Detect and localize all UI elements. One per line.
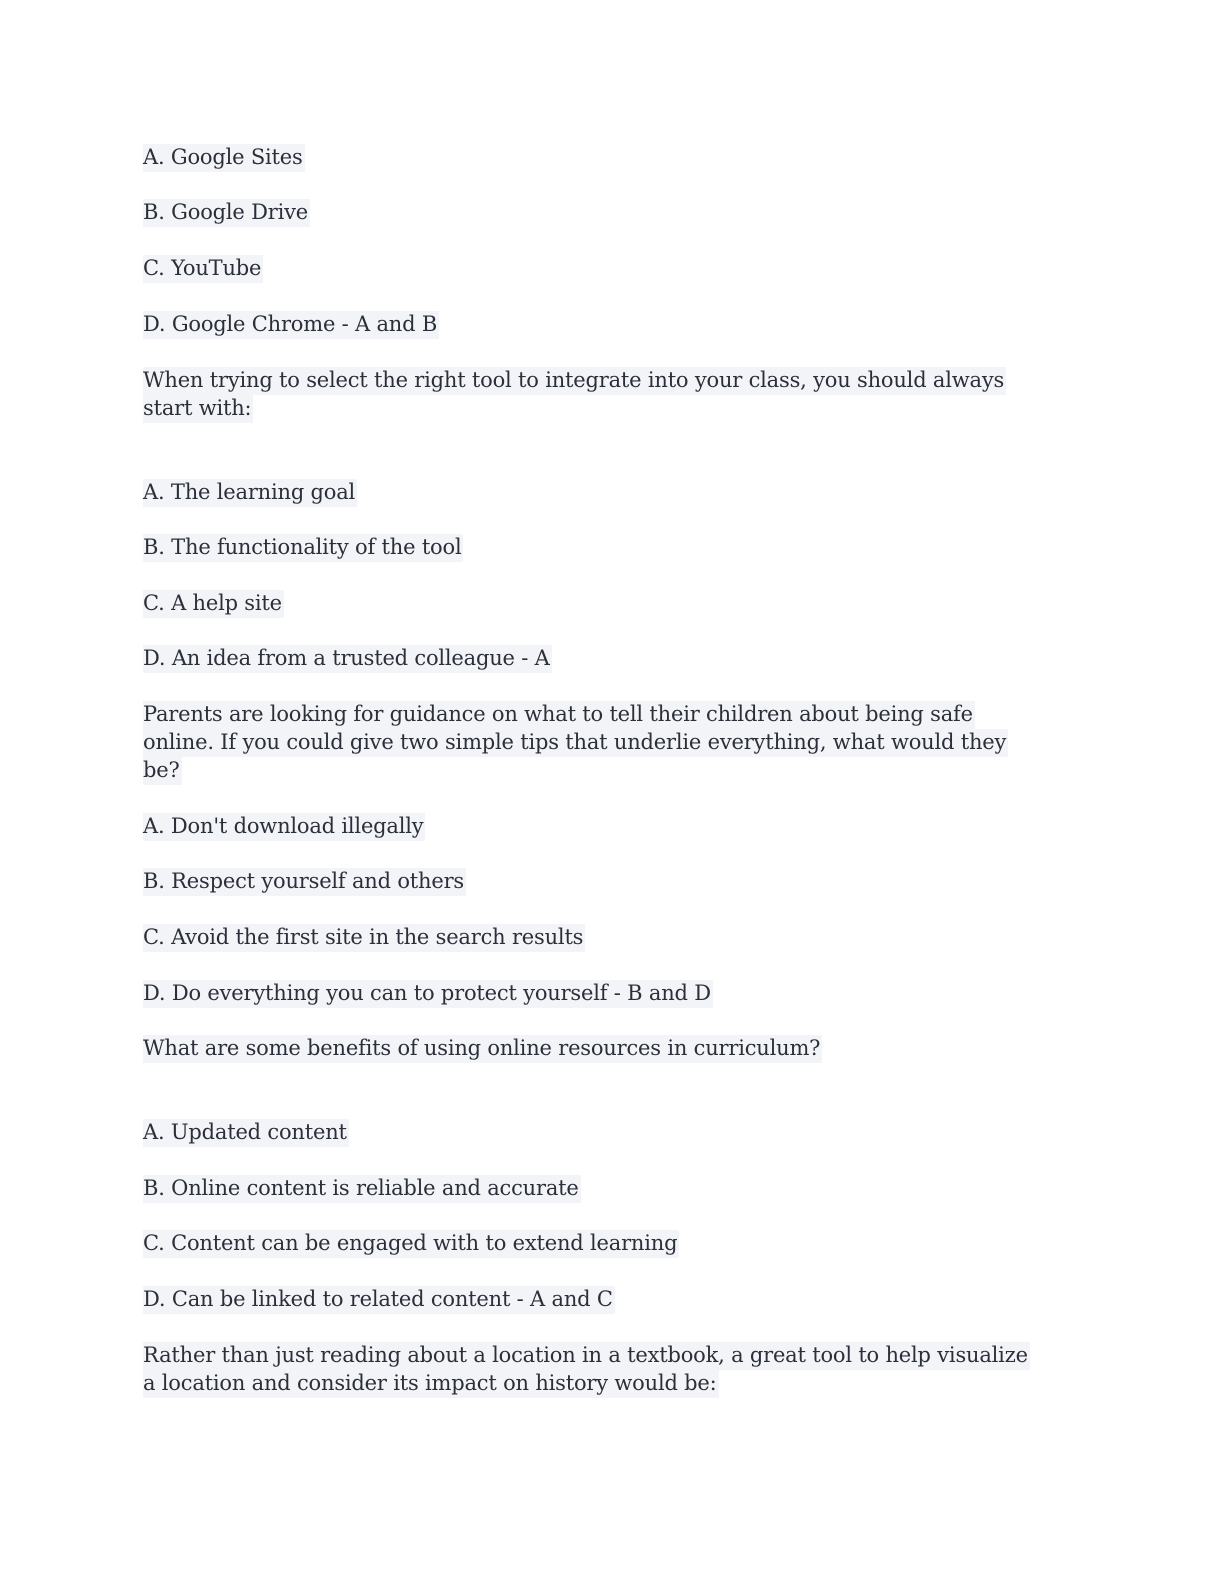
answer-option: D. Do everything you can to protect yourself - B and D <box>143 979 713 1007</box>
answer-option: B. Online content is reliable and accurate <box>143 1174 581 1202</box>
answer-option: D. Google Chrome - A and B <box>143 310 439 338</box>
answer-option: C. Avoid the first site in the search results <box>143 923 585 951</box>
answer-option: B. Google Drive <box>143 198 310 226</box>
answer-option: A. Don't download illegally <box>143 812 425 840</box>
answer-option: D. An idea from a trusted colleague - A <box>143 644 552 672</box>
answer-option: C. YouTube <box>143 254 263 282</box>
answer-option: B. Respect yourself and others <box>143 867 466 895</box>
question-text: When trying to select the right tool to integrate into your class, you should always start with: <box>143 366 1043 422</box>
question-text: Parents are looking for guidance on what to tell their children about being safe online. If you could give two simple tips that underlie everything, what would they be? <box>143 700 1043 784</box>
question-text: What are some benefits of using online resources in curriculum? <box>143 1034 1043 1062</box>
answer-option: C. A help site <box>143 589 284 617</box>
answer-option: A. Updated content <box>143 1118 349 1146</box>
answer-option: B. The functionality of the tool <box>143 533 463 561</box>
answer-option: C. Content can be engaged with to extend learning <box>143 1229 679 1257</box>
answer-option: A. Google Sites <box>143 143 305 171</box>
question-text: Rather than just reading about a location in a textbook, a great tool to help visualize a location and consider its impact on history would be: <box>143 1341 1043 1397</box>
answer-option: D. Can be linked to related content - A and C <box>143 1285 615 1313</box>
answer-option: A. The learning goal <box>143 478 357 506</box>
